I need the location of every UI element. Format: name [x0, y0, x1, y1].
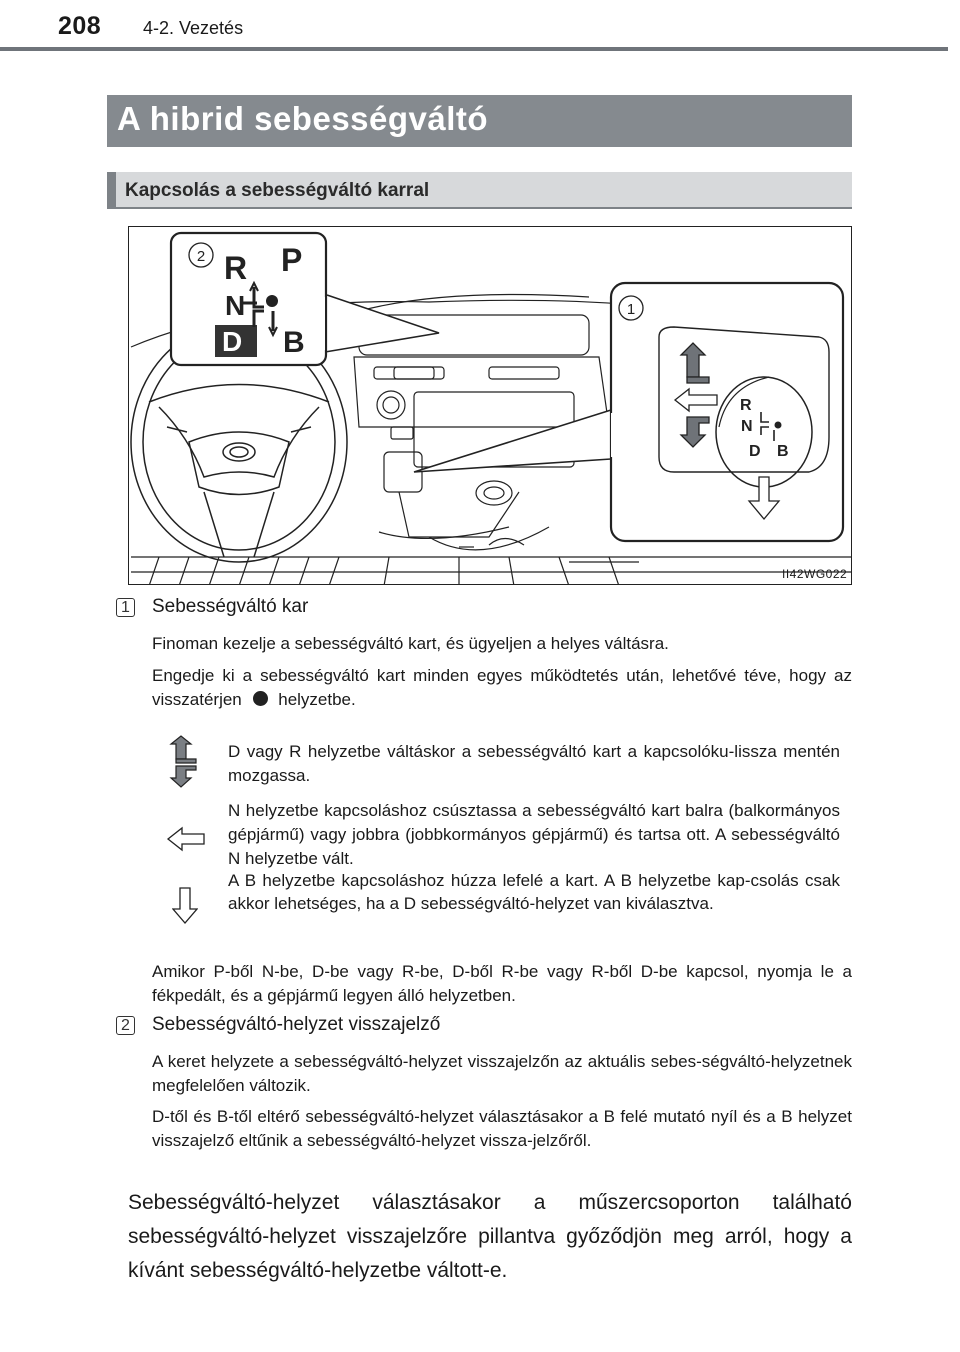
left-arrow-icon	[166, 826, 206, 857]
indicator-callout-number: 2	[196, 248, 206, 265]
item-2-paragraph-2: D-től és B-től eltérő sebességváltó-helyzet választásakor a B felé mutató nyíl és a B helyzet visszajelző eltűnik a sebességváltó-helyzet vissza-jelzőről.	[152, 1107, 852, 1150]
item-1-title: Sebességváltó kar	[152, 596, 309, 617]
lever-letter-n: N	[741, 418, 753, 435]
header-rule	[0, 47, 948, 51]
figure-code: II42WG022	[782, 567, 848, 581]
item-1-paragraph-1: Finoman kezelje a sebességváltó kart, és ügyeljen a helyes váltásra.	[152, 634, 669, 653]
indicator-callout	[171, 233, 439, 365]
dashboard-illustration	[128, 226, 852, 585]
instruction-text-up-down: D vagy R helyzetbe váltáskor a sebességváltó kart a kapcsolóku-lissza mentén mozgassa.	[228, 742, 840, 785]
chapter-title: 4-2. Vezetés	[143, 18, 244, 38]
closing-paragraph: Sebességváltó-helyzet választásakor a műszercsoporton található sebességváltó-helyzet visszajelzőre pillantva győződjön meg arról, hogy a kívánt sebességváltó-helyzetbe váltott-e.	[128, 1191, 852, 1282]
item-1-paragraph-2	[152, 664, 852, 712]
item-1-paragraph-2-text: Engedje ki a sebességváltó kart minden egyes működtetés után, lehetővé téve, hogy az visszatérjen	[152, 666, 852, 709]
neutral-dot-icon	[253, 691, 268, 706]
indicator-letter-n: N	[225, 290, 246, 321]
down-arrow-icon	[172, 887, 198, 930]
indicator-letter-r: R	[224, 250, 248, 286]
indicator-letter-b: B	[283, 326, 305, 359]
lever-callout-number: 1	[626, 301, 636, 318]
instruction-text-left: N helyzetbe kapcsoláshoz csúsztassa a sebességváltó kart balra (balkormányos gépjármű) vagy jobbra (jobbkormányos gépjármű) és tartsa ott. A sebességváltó N helyzetbe vált.	[228, 801, 840, 868]
up-down-arrow-icon	[168, 735, 200, 794]
subsection-title: Kapcsolás a sebességváltó karral	[125, 180, 430, 201]
section-title: A hibrid sebességváltó	[117, 100, 489, 137]
lever-callout	[414, 283, 843, 541]
item-2-paragraph-1: A keret helyzete a sebességváltó-helyzet visszajelzőn az aktuális sebes-ségváltó-helyzetnek megfelelően változik.	[152, 1052, 852, 1095]
instruction-text-down: A B helyzetbe kapcsoláshoz húzza lefelé a kart. A B helyzetbe kap-csolás csak akkor lehetséges, ha a D sebességváltó-helyzet van kiválasztva.	[228, 871, 840, 913]
lever-letter-r: R	[740, 397, 752, 414]
indicator-letter-p: P	[281, 242, 303, 278]
lever-letter-b: B	[777, 443, 789, 460]
item-1-number: 1	[116, 598, 135, 617]
page-number: 208	[58, 12, 102, 40]
item-1-paragraph-2-end: helyzetbe.	[278, 690, 356, 709]
subsection-rule	[107, 207, 852, 209]
item-2-number: 2	[116, 1016, 135, 1035]
indicator-letter-d: D	[222, 326, 243, 357]
lever-letter-d: D	[749, 443, 761, 460]
item-1-paragraph-3: Amikor P-ből N-be, D-be vagy R-be, D-ből R-be vagy R-ből D-be kapcsol, nyomja le a fékpedált, és a gépjármű legyen álló helyzetben.	[152, 962, 852, 1005]
item-2-title: Sebességváltó-helyzet visszajelző	[152, 1014, 441, 1035]
